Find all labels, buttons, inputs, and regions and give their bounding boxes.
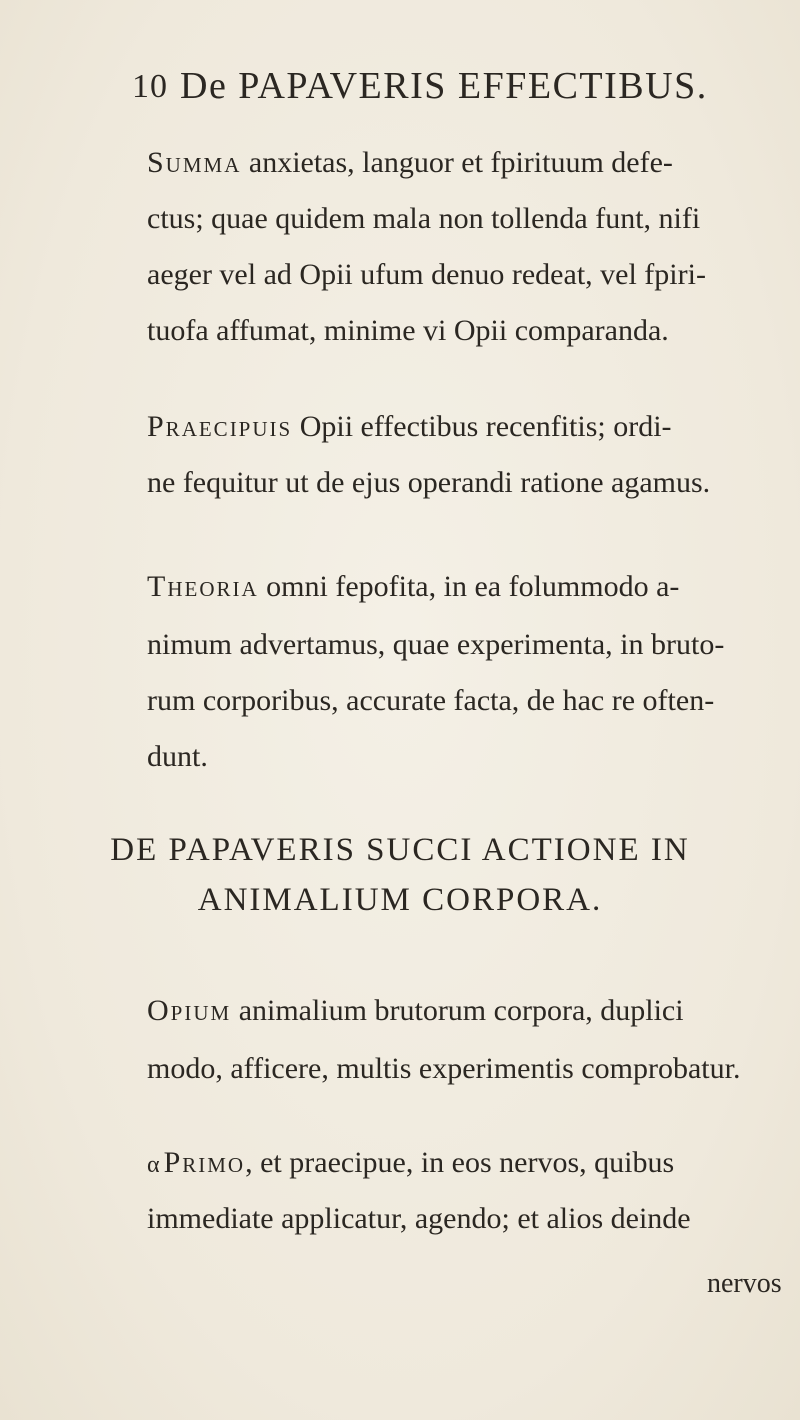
paragraph-5-line-1 [147,1148,674,1178]
section-mark: α [147,1152,160,1178]
lead-word: Praecipuis [147,410,293,443]
paragraph-3-line-1 [147,572,679,602]
paragraph-1-line-4: tuofa affumat, minime vi Opii comparanda. [147,314,669,347]
paragraph-3-line-3: rum corporibus, accurate facta, de hac re often- [147,684,715,717]
paragraph-2-line-2: ne fequitur ut de ejus operandi ratione agamus. [147,466,711,499]
catchword: nervos [707,1268,782,1299]
paragraph-1-line-2: ctus; quae quidem mala non tollenda funt, nifi [147,202,701,235]
lead-word: Opium [147,994,232,1027]
paragraph-4-line-2: modo, afficere, multis experimentis comprobatur. [147,1052,741,1085]
line-text: anxietas, languor et fpirituum defe- [241,146,673,179]
paragraph-3-line-2: nimum advertamus, quae experimenta, in bruto- [147,628,725,661]
page-number: 10 [132,68,168,105]
section-heading-line-2: ANIMALIUM CORPORA. [197,882,603,918]
running-title: De PAPAVERIS EFFECTIBUS. [180,65,708,107]
lead-word: Primo [163,1146,246,1179]
line-text: animalium brutorum corpora, duplici [231,994,684,1027]
lead-word: Theoria [147,570,259,603]
line-text: , et praecipue, in eos nervos, quibus [245,1146,675,1179]
section-heading-line-1: DE PAPAVERIS SUCCI ACTIONE IN [110,832,690,868]
paragraph-4-line-1 [147,996,684,1026]
paragraph-1-line-1 [147,148,673,178]
page-header [0,60,800,110]
line-text: Opii effectibus recenfitis; ordi- [292,410,672,443]
paragraph-3-line-4: dunt. [147,740,208,773]
line-text: omni fepofita, in ea folummodo a- [258,570,680,603]
paragraph-5-line-2: immediate applicatur, agendo; et alios deinde [147,1202,691,1235]
paragraph-2-line-1 [147,412,672,442]
paragraph-1-line-3: aeger vel ad Opii ufum denuo redeat, vel fpiri- [147,258,706,291]
lead-word: Summa [147,146,242,179]
